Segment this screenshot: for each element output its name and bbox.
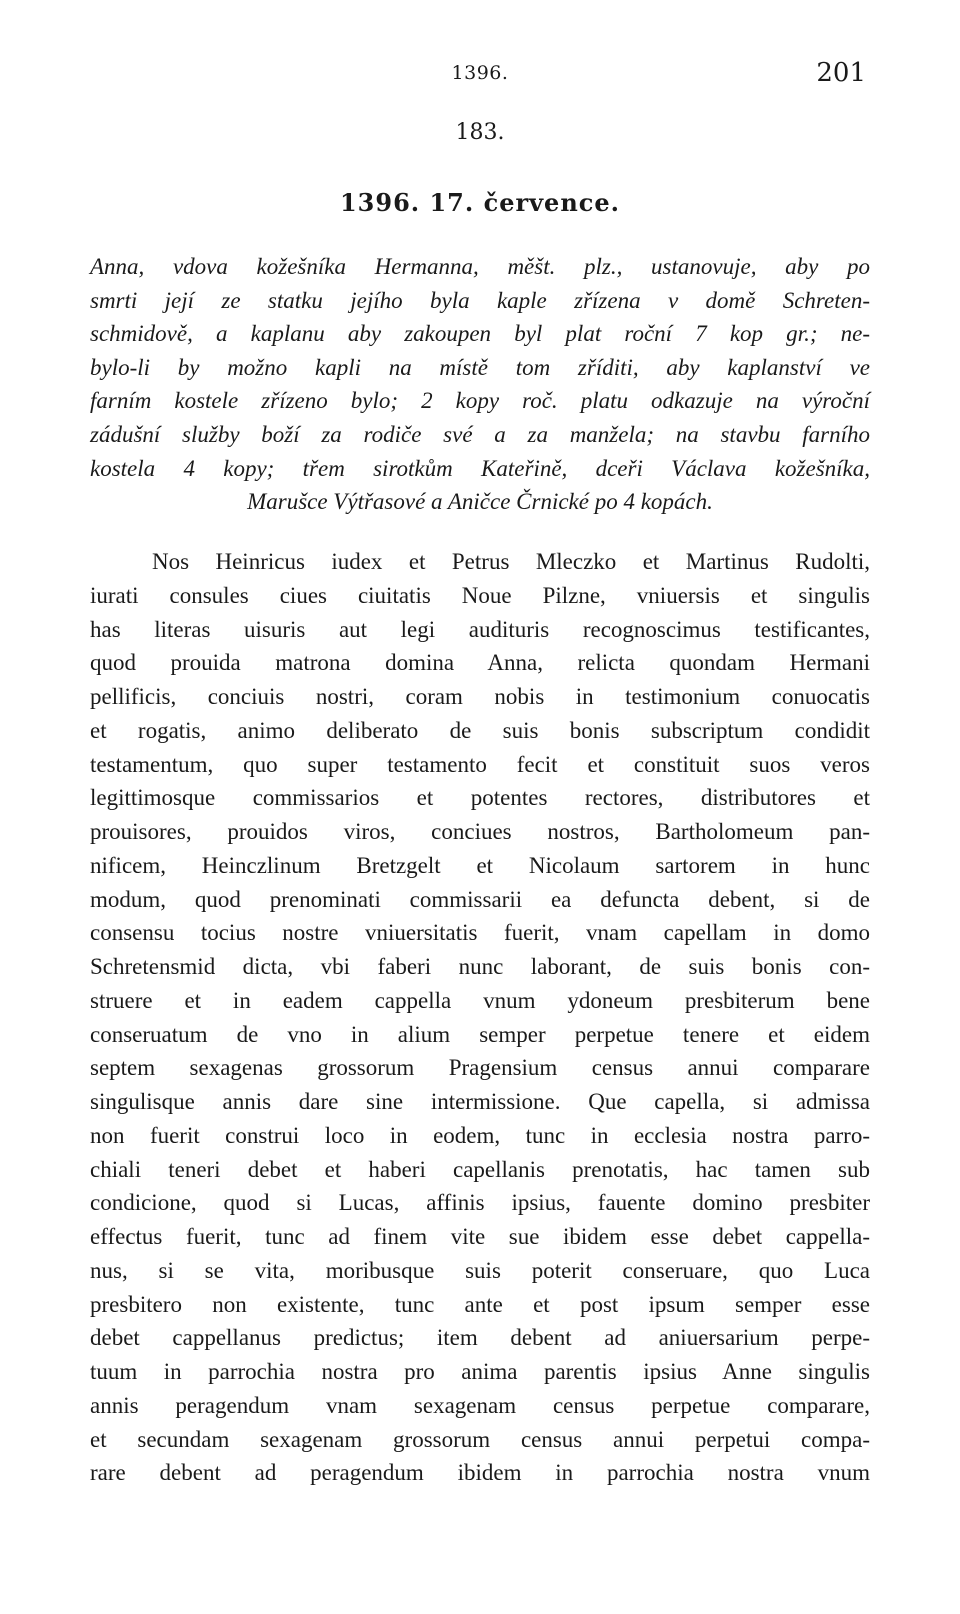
charter-line: tuum in parrochia nostra pro anima parentis ipsius Anne singulis [90, 1359, 870, 1384]
charter-line: singulisque annis dare sine intermissione. Que capella, si admissa [90, 1089, 870, 1114]
charter-line: nificem, Heinczlinum Bretzgelt et Nicolaum sartorem in hunc [90, 852, 870, 878]
charter-line: et rogatis, animo deliberato de suis bonis subscriptum condidit [90, 717, 870, 743]
charter-line: quod prouida matrona domina Anna, relicta quondam Hermani [90, 650, 870, 676]
regest-line: bylo-li by možno kapli na místě tom zříditi, aby kaplanství ve [90, 354, 870, 380]
charter-text [90, 545, 870, 1490]
regest-line: Marušce Výtřasové a Aničce Črnické po 4 kopách. [247, 489, 713, 515]
charter-line: annis peragendum vnam sexagenam census perpetue comparare, [90, 1392, 870, 1418]
page-number: 201 [816, 58, 866, 88]
charter-line: et secundam sexagenam grossorum census annui perpetui compa- [90, 1426, 870, 1452]
regest-line: Anna, vdova kožešníka Hermanna, měšt. plz., ustanovuje, aby po [90, 254, 870, 279]
charter-line: pellificis, conciuis nostri, coram nobis in testimonium conuocatis [90, 684, 870, 709]
charter-line: prouisores, prouidos viros, conciues nostros, Bartholomeum pan- [90, 819, 870, 844]
regest-line: smrti její ze statku jejího byla kaple zřízena v domě Schreten- [90, 287, 870, 313]
charter-line: legittimosque commissarios et potentes rectores, distributores et [90, 785, 870, 811]
charter-line: Schretensmid dicta, vbi faberi nunc laborant, de suis bonis con- [90, 954, 870, 979]
charter-line: septem sexagenas grossorum Pragensium census annui comparare [90, 1055, 870, 1081]
charter-line: struere et in eadem cappella vnum ydoneum presbiterum bene [90, 987, 870, 1013]
charter-line: condicione, quod si Lucas, affinis ipsius, fauente domino presbiter [90, 1190, 870, 1216]
charter-line: Nos Heinricus iudex et Petrus Mleczko et Martinus Rudolti, [152, 549, 870, 574]
charter-line: effectus fuerit, tunc ad finem vite sue ibidem esse debet cappella- [90, 1224, 870, 1249]
charter-line: presbitero non existente, tunc ante et post ipsum semper esse [90, 1291, 870, 1317]
running-head-year: 1396. [451, 62, 509, 84]
regest-summary [90, 250, 870, 519]
charter-line: modum, quod prenominati commissarii ea defuncta debent, si de [90, 886, 870, 912]
document-number: 183. [455, 120, 505, 145]
document-date: 1396. 17. července. [339, 188, 621, 217]
charter-line: conseruatum de vno in alium semper perpetue tenere et eidem [90, 1021, 870, 1047]
regest-line: kostela 4 kopy; třem sirotkům Kateřině, dceři Václava kožešníka, [90, 455, 870, 481]
running-head [90, 58, 870, 88]
charter-line: nus, si se vita, moribusque suis poterit conseruare, quo Luca [90, 1257, 870, 1283]
charter-line: consensu tocius nostre vniuersitatis fuerit, vnam capellam in domo [90, 920, 870, 946]
charter-line: has literas uisuris aut legi audituris recognoscimus testificantes, [90, 616, 870, 642]
regest-line: farním kostele zřízeno bylo; 2 kopy roč. platu odkazuje na výroční [90, 388, 870, 414]
regest-line: schmidově, a kaplanu aby zakoupen byl plat roční 7 kop gr.; ne- [90, 321, 870, 347]
charter-line: non fuerit construi loco in eodem, tunc in ecclesia nostra parro- [90, 1122, 870, 1148]
charter-line: iurati consules ciues ciuitatis Noue Pilzne, vniuersis et singulis [90, 582, 870, 608]
charter-line: testamentum, quo super testamento fecit et constituit suos veros [90, 751, 870, 777]
charter-line: chiali teneri debet et haberi capellanis prenotatis, hac tamen sub [90, 1156, 870, 1182]
charter-line: debet cappellanus predictus; item debent ad aniuersarium perpe- [90, 1325, 870, 1351]
regest-line: zádušní služby boží za rodiče své a za manžela; na stavbu farního [90, 421, 870, 447]
charter-line: rare debent ad peragendum ibidem in parrochia nostra vnum [90, 1460, 870, 1486]
